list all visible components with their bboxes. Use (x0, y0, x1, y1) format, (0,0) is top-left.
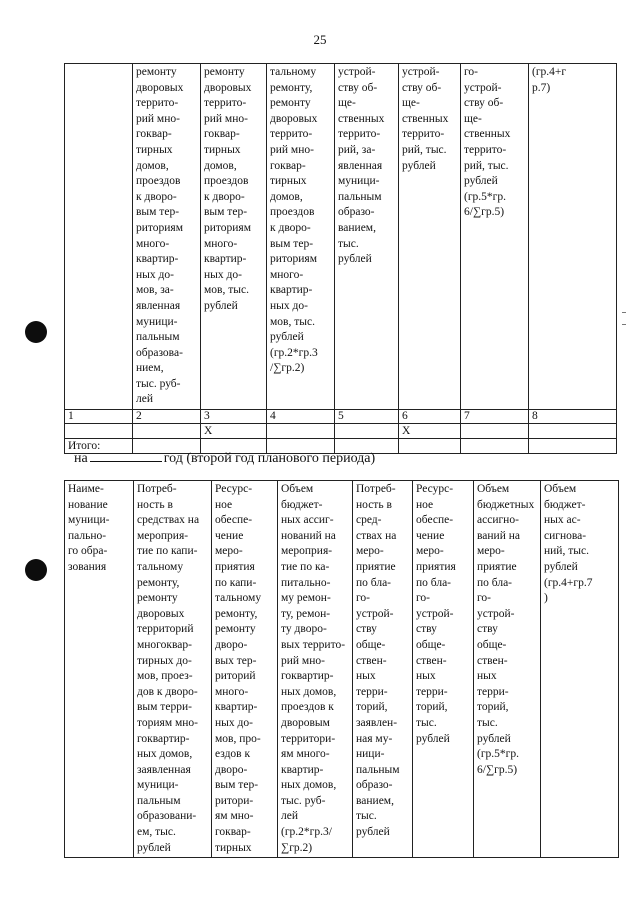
header-cell: ремонту дворовых террито- рий мно- гоквар- тирных домов, проездов к дворо- вым тер- риториям много- квартир- ных до- мов, тыс. рублей (201, 64, 267, 410)
column-number-row (65, 410, 617, 424)
total-label: Итого: (65, 439, 133, 454)
marker-cell (335, 424, 399, 439)
column-number-cell: 6 (399, 410, 461, 424)
column-number-cell: 3 (201, 410, 267, 424)
binder-hole-marker (25, 559, 47, 581)
marker-cell (529, 424, 617, 439)
page-number: 25 (313, 32, 327, 47)
header-cell: Потреб- ность в средствах на мероприя- тие по капи- тальному ремонту, ремонту дворовых территорий многоквар- тирных до- мов, проез- дов к дворо- вым терри- ториям мно- гоквартир- ных домов, заявленная муници- пальным образовани- ем, тыс. рублей (134, 481, 212, 858)
marker-cell (65, 424, 133, 439)
binder-hole-marker (25, 321, 47, 343)
header-cell: Объем бюджет- ных ассиг- нований на мероприя- тие по ка- питально- му ремон- ту, ремон- ту дворо- вых террито- рий мно- гоквартир- ных домов, проездов к дворовым территори- ям много- квартир- ных домов, тыс. руб- лей (гр.2*гр.3/ ∑гр.2) (278, 481, 353, 858)
marker-cell (133, 424, 201, 439)
total-cell (461, 439, 529, 454)
header-cell: ремонту дворовых террито- рий мно- гоквар- тирных домов, проездов к дворо- вым тер- риториям много- квартир- ных до- мов, за- явленная муници- пальным образова- нием, тыс. руб- лей (133, 64, 201, 410)
header-cell: Ресурс- ное обеспе- чение меро- приятия по бла- го- устрой- ству обще- ствен- ных терри- торий, тыс. рублей (413, 481, 474, 858)
header-cell: тальному ремонту, ремонту дворовых террито- рий мно- гоквар- тирных домов, проездов к дворо- вым тер- риториям много- квартир- ных до- мов, тыс. рублей (гр.2*гр.3 /∑гр.2) (267, 64, 335, 410)
table-header-row (65, 481, 619, 858)
marker-row (65, 424, 617, 439)
scan-speck (622, 324, 626, 325)
marker-cell: X (399, 424, 461, 439)
column-number-cell: 7 (461, 410, 529, 424)
scan-speck (622, 312, 626, 313)
header-cell: Объем бюджет- ных ас- сигнова- ний, тыс. рублей (гр.4+гр.7 ) (541, 481, 619, 858)
header-cell: го- устрой- ству об- ще- ственных террито- рий, тыс. рублей (гр.5*гр. 6/∑гр.5) (461, 64, 529, 410)
header-cell: устрой- ству об- ще- ственных террито- рий, за- явленная муници- пальным образо- ванием, тыс. рублей (335, 64, 399, 410)
header-cell: (гр.4+г р.7) (529, 64, 617, 410)
year-prefix: на (74, 451, 88, 466)
marker-cell: X (201, 424, 267, 439)
header-cell: Объем бюджетных ассигно- ваний на меро- приятие по бла- го- устрой- ству обще- ствен- ных терри- торий, тыс. рублей (гр.5*гр. 6/∑гр.5) (474, 481, 541, 858)
year-blank-field (90, 451, 162, 462)
column-number-cell: 5 (335, 410, 399, 424)
planning-year-line (74, 451, 375, 467)
column-number-cell: 2 (133, 410, 201, 424)
budget-table-first-year (64, 63, 617, 454)
budget-table-second-year (64, 480, 619, 858)
column-number-cell: 1 (65, 410, 133, 424)
column-number-cell: 8 (529, 410, 617, 424)
header-cell: Ресурс- ное обеспе- чение меро- приятия по капи- тальному ремонту, ремонту дворо- вых тер- риторий много- квартир- ных до- мов, про- ездов к дворо- вым тер- ритори- ям мно- гоквар- тирных (212, 481, 278, 858)
marker-cell (461, 424, 529, 439)
header-cell (65, 64, 133, 410)
marker-cell (267, 424, 335, 439)
header-cell: Наиме- нование муници- пально- го обра- зования (65, 481, 134, 858)
table-header-row (65, 64, 617, 410)
total-cell (399, 439, 461, 454)
column-number-cell: 4 (267, 410, 335, 424)
header-cell: Потреб- ность в сред- ствах на меро- приятие по бла- го- устрой- ству обще- ствен- ных терри- торий, заявлен- ная му- ници- пальным образо- ванием, тыс. рублей (353, 481, 413, 858)
header-cell: устрой- ству об- ще- ственных террито- рий, тыс. рублей (399, 64, 461, 410)
year-suffix: год (второй год планового периода) (163, 451, 376, 466)
total-cell (529, 439, 617, 454)
